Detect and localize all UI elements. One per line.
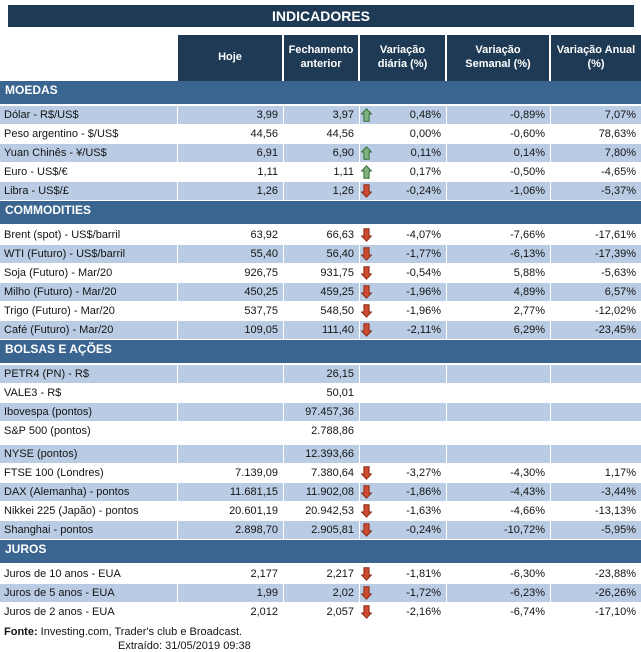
fechamento-anterior-value: 12.393,66 [284,445,360,463]
column-header-fechamento-anterior: Fechamento anterior [284,35,360,81]
row-label: Yuan Chinês - ¥/US$ [0,144,178,162]
variacao-semanal-value: -10,72% [447,521,551,539]
table-row [0,365,641,384]
arrow-up-icon [361,165,374,179]
variacao-diaria-cell [360,125,447,143]
row-label: FTSE 100 (Londres) [0,464,178,482]
column-header-variacao-anual: Variação Anual (%) [551,35,641,81]
variacao-anual-value: -3,44% [601,486,636,498]
variacao-semanal-value [447,365,551,383]
table-body [0,81,641,622]
variacao-anual-value: -13,13% [595,505,636,517]
variacao-diaria-cell [360,264,447,282]
variacao-semanal-value [447,422,551,440]
fechamento-anterior-value: 66,63 [284,226,360,244]
table-section [0,201,641,340]
variacao-anual-value: -23,88% [595,568,636,580]
arrow-down-icon [361,504,374,518]
row-label: Milho (Futuro) - Mar/20 [0,283,178,301]
arrow-down-icon [361,304,374,318]
variacao-semanal-value: -6,13% [447,245,551,263]
hoje-value: 1,11 [178,163,284,181]
variacao-anual-value: -5,63% [601,267,636,279]
fechamento-anterior-value: 2.905,81 [284,521,360,539]
variacao-semanal-value: 2,77% [447,302,551,320]
variacao-diaria-value: -1,63% [406,505,441,517]
variacao-anual-value: -17,10% [595,606,636,618]
variacao-diaria-value: 0,48% [409,109,441,121]
table-row [0,483,641,502]
row-label: Dólar - R$/US$ [0,106,178,124]
fechamento-anterior-value: 6,90 [284,144,360,162]
variacao-diaria-value: -2,16% [406,606,441,618]
hoje-value: 2,012 [178,603,284,621]
variacao-diaria-cell [360,302,447,320]
variacao-diaria-value: -0,54% [406,267,441,279]
source-text: Investing.com, Trader's club e Broadcast. [37,626,243,638]
hoje-value: 20.601,19 [178,502,284,520]
row-label: Euro - US$/€ [0,163,178,181]
variacao-anual-value: 1,17% [604,467,636,479]
row-label: Trigo (Futuro) - Mar/20 [0,302,178,320]
row-label: DAX (Alemanha) - pontos [0,483,178,501]
table-row [0,565,641,584]
table-section [0,81,641,201]
row-label: Shanghai - pontos [0,521,178,539]
arrow-down-icon [361,485,374,499]
table-row [0,283,641,302]
variacao-diaria-value: 0,11% [410,147,441,159]
variacao-diaria-value: -1,96% [406,305,441,317]
variacao-semanal-value: -0,89% [447,106,551,124]
column-header-hoje: Hoje [178,35,284,81]
trend-arrow-icon [361,447,374,461]
variacao-semanal-value: -6,30% [447,565,551,583]
variacao-anual-value [551,445,641,463]
arrow-down-icon [361,567,374,581]
variacao-diaria-value: -3,27% [406,467,441,479]
table-row [0,502,641,521]
hoje-value: 2,177 [178,565,284,583]
variacao-diaria-value: -4,07% [406,229,441,241]
variacao-diaria-cell [360,182,447,200]
section-rows [0,226,641,340]
variacao-anual-value: 6,57% [604,286,636,298]
hoje-value [178,365,284,383]
hoje-value: 537,75 [178,302,284,320]
table-row [0,464,641,483]
footer [0,622,641,652]
fechamento-anterior-value: 26,15 [284,365,360,383]
variacao-diaria-value: -1,72% [406,587,441,599]
fechamento-anterior-value: 111,40 [284,321,360,339]
variacao-diaria-cell [360,106,447,124]
hoje-value [178,384,284,402]
row-label: NYSE (pontos) [0,445,178,463]
source-line [4,625,641,639]
hoje-value: 1,26 [178,182,284,200]
table-row [0,584,641,603]
variacao-semanal-value: -7,66% [447,226,551,244]
arrow-down-icon [361,285,374,299]
variacao-diaria-value: -0,24% [406,185,441,197]
hoje-value: 450,25 [178,283,284,301]
variacao-diaria-cell [360,603,447,621]
fechamento-anterior-value: 50,01 [284,384,360,402]
variacao-diaria-cell [360,365,447,383]
hoje-value: 55,40 [178,245,284,263]
row-label: Juros de 10 anos - EUA [0,565,178,583]
fechamento-anterior-value: 56,40 [284,245,360,263]
table-section [0,540,641,622]
variacao-diaria-cell [360,502,447,520]
section-rows [0,565,641,622]
table-row [0,245,641,264]
variacao-anual-value: -5,95% [601,524,636,536]
table-row [0,302,641,321]
hoje-value: 6,91 [178,144,284,162]
variacao-anual-value [551,365,641,383]
arrow-down-icon [361,523,374,537]
section-header-moedas: MOEDAS [0,81,641,104]
variacao-semanal-value: 5,88% [447,264,551,282]
column-header-variacao-diaria: Variação diária (%) [360,35,447,81]
trend-arrow-icon [361,386,374,400]
fechamento-anterior-value: 2,217 [284,565,360,583]
variacao-semanal-value [447,384,551,402]
fechamento-anterior-value: 2.788,86 [284,422,360,440]
variacao-diaria-cell [360,144,447,162]
variacao-diaria-value: -0,24% [406,524,441,536]
variacao-diaria-value: -1,96% [406,286,441,298]
arrow-down-icon [361,266,374,280]
variacao-diaria-value: -1,81% [406,568,441,580]
variacao-semanal-value: -0,50% [447,163,551,181]
row-label: Libra - US$/£ [0,182,178,200]
variacao-diaria-cell [360,445,447,463]
hoje-value: 11.681,15 [178,483,284,501]
row-label: Soja (Futuro) - Mar/20 [0,264,178,282]
fechamento-anterior-value: 7.380,64 [284,464,360,482]
variacao-anual-value: 7,80% [604,147,636,159]
table-row [0,384,641,403]
variacao-semanal-value: 6,29% [447,321,551,339]
hoje-value: 2.898,70 [178,521,284,539]
row-label: Café (Futuro) - Mar/20 [0,321,178,339]
variacao-diaria-value: -2,11% [406,324,441,336]
variacao-anual-value [551,384,641,402]
variacao-diaria-value: -1,86% [406,486,441,498]
variacao-diaria-cell [360,422,447,440]
hoje-value: 109,05 [178,321,284,339]
variacao-diaria-cell [360,521,447,539]
variacao-semanal-value: 4,89% [447,283,551,301]
table-row [0,182,641,201]
variacao-diaria-cell [360,283,447,301]
variacao-anual-value: -17,39% [595,248,636,260]
row-label: WTI (Futuro) - US$/barril [0,245,178,263]
row-label: S&P 500 (pontos) [0,422,178,440]
row-label: Peso argentino - $/US$ [0,125,178,143]
table-row [0,422,641,441]
variacao-anual-value: -17,61% [595,229,636,241]
arrow-down-icon [361,323,374,337]
variacao-anual-value [551,403,641,421]
trend-arrow-icon [361,424,374,438]
fechamento-anterior-value: 20.942,53 [284,502,360,520]
table-row [0,144,641,163]
arrow-down-icon [361,586,374,600]
trend-arrow-icon [361,405,374,419]
table-row [0,521,641,540]
table-row [0,106,641,125]
variacao-diaria-cell [360,245,447,263]
column-header-row [0,35,641,81]
fechamento-anterior-value: 2,057 [284,603,360,621]
hoje-value: 1,99 [178,584,284,602]
hoje-value: 3,99 [178,106,284,124]
hoje-value [178,403,284,421]
variacao-anual-value: -5,37% [601,185,636,197]
variacao-anual-value: -26,26% [595,587,636,599]
row-label: PETR4 (PN) - R$ [0,365,178,383]
variacao-diaria-cell [360,163,447,181]
variacao-diaria-cell [360,483,447,501]
variacao-anual-value: -23,45% [595,324,636,336]
variacao-diaria-cell [360,384,447,402]
variacao-diaria-cell [360,584,447,602]
fechamento-anterior-value: 3,97 [284,106,360,124]
variacao-diaria-value: 0,17% [409,166,441,178]
table-row [0,163,641,182]
table-row [0,603,641,622]
table-row [0,321,641,340]
table-row [0,445,641,464]
row-label: Brent (spot) - US$/barril [0,226,178,244]
variacao-semanal-value: -1,06% [447,182,551,200]
variacao-anual-value: 7,07% [604,109,636,121]
row-label: Ibovespa (pontos) [0,403,178,421]
section-rows [0,106,641,201]
arrow-up-icon [361,146,374,160]
trend-arrow-icon [361,367,374,381]
variacao-semanal-value: -4,30% [447,464,551,482]
section-rows [0,365,641,540]
trend-arrow-icon [361,127,374,141]
variacao-semanal-value: -6,74% [447,603,551,621]
section-header-commodities: COMMODITIES [0,201,641,224]
page-title: INDICADORES [8,5,634,27]
variacao-diaria-value: -1,77% [406,248,441,260]
fechamento-anterior-value: 97.457,36 [284,403,360,421]
row-label: Juros de 2 anos - EUA [0,603,178,621]
variacao-diaria-cell [360,321,447,339]
variacao-semanal-value: -6,23% [447,584,551,602]
variacao-semanal-value: -4,43% [447,483,551,501]
table-row [0,226,641,245]
variacao-semanal-value [447,403,551,421]
arrow-down-icon [361,466,374,480]
variacao-anual-value [551,422,641,440]
row-label: Nikkei 225 (Japão) - pontos [0,502,178,520]
variacao-anual-value: -12,02% [595,305,636,317]
fechamento-anterior-value: 1,11 [284,163,360,181]
variacao-semanal-value: -4,66% [447,502,551,520]
section-header-juros: JUROS [0,540,641,563]
variacao-diaria-cell [360,226,447,244]
hoje-value [178,422,284,440]
fechamento-anterior-value: 931,75 [284,264,360,282]
fechamento-anterior-value: 44,56 [284,125,360,143]
variacao-diaria-cell [360,565,447,583]
variacao-anual-value: 78,63% [598,128,636,140]
hoje-value [178,445,284,463]
hoje-value: 63,92 [178,226,284,244]
table-row [0,403,641,422]
row-label: VALE3 - R$ [0,384,178,402]
variacao-diaria-cell [360,403,447,421]
fechamento-anterior-value: 11.902,08 [284,483,360,501]
arrow-up-icon [361,108,374,122]
hoje-value: 926,75 [178,264,284,282]
fechamento-anterior-value: 2,02 [284,584,360,602]
variacao-semanal-value: -0,60% [447,125,551,143]
table-row [0,264,641,283]
arrow-down-icon [361,184,374,198]
column-header-spacer [0,35,178,81]
arrow-down-icon [361,605,374,619]
fechamento-anterior-value: 1,26 [284,182,360,200]
section-header-bolsas-e-a-es: BOLSAS E AÇÕES [0,340,641,363]
extraction-timestamp: Extraído: 31/05/2019 09:38 [118,640,251,652]
variacao-anual-value: -4,65% [601,166,636,178]
table-row [0,125,641,144]
variacao-diaria-cell [360,464,447,482]
variacao-diaria-value: 0,00% [409,128,441,140]
fechamento-anterior-value: 548,50 [284,302,360,320]
hoje-value: 7.139,09 [178,464,284,482]
variacao-semanal-value [447,445,551,463]
arrow-down-icon [361,228,374,242]
row-label: Juros de 5 anos - EUA [0,584,178,602]
arrow-down-icon [361,247,374,261]
hoje-value: 44,56 [178,125,284,143]
fechamento-anterior-value: 459,25 [284,283,360,301]
table-section [0,340,641,540]
source-label: Fonte: [4,626,38,638]
variacao-semanal-value: 0,14% [447,144,551,162]
column-header-variacao-semanal: Variação Semanal (%) [447,35,551,81]
